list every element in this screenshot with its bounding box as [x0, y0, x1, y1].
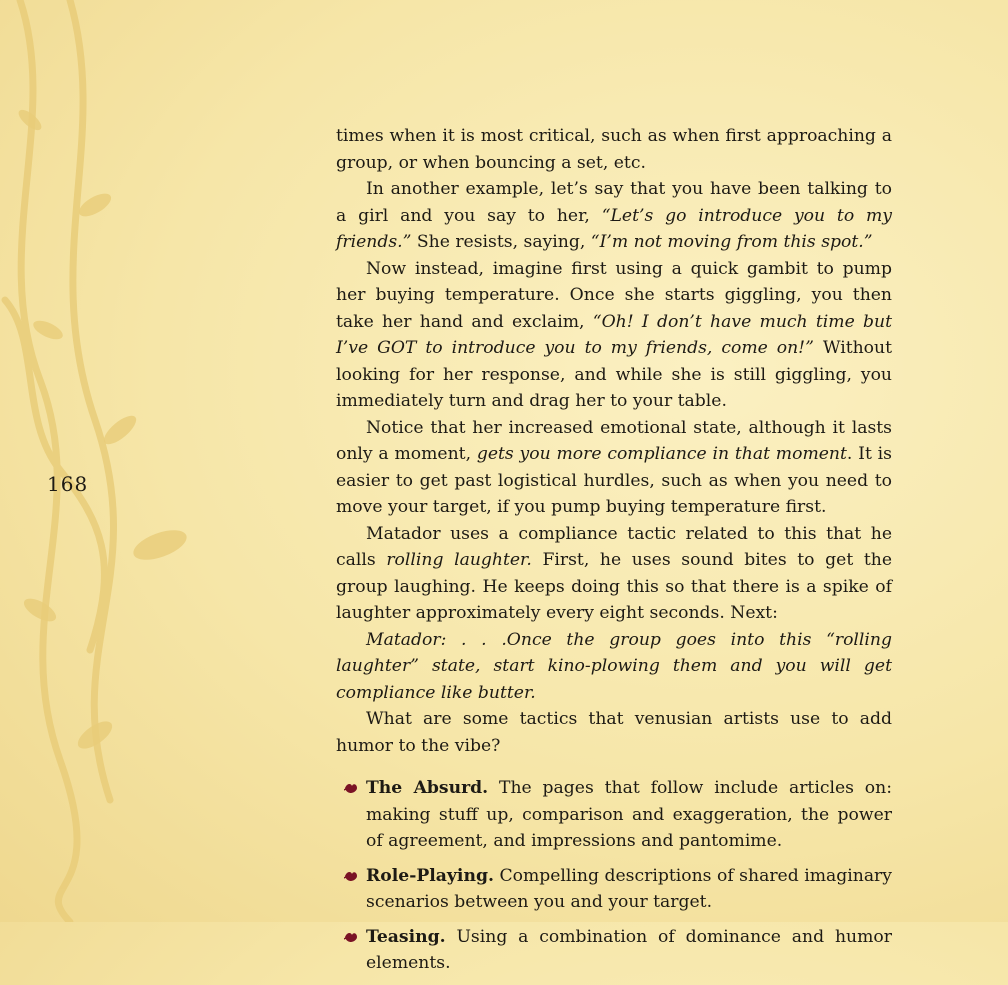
body-text	[336, 123, 892, 985]
text-run: times when it is most critical, such as when first approaching a group, or when bouncing a set, etc.	[336, 126, 892, 173]
text-run: Notice that her increased emotional state, although it lasts only a moment,	[336, 417, 892, 464]
paragraph	[336, 627, 892, 707]
decorative-vine-border	[0, 0, 230, 922]
page-number: 168	[47, 472, 89, 496]
text-run: What are some tactics that venusian artists use to add humor to the vibe?	[336, 709, 892, 756]
fleuron-bullet-icon	[344, 870, 358, 882]
italic-text: “Oh! I don’t have much time but I’ve GOT to introduce you to my friends, come on!”	[336, 311, 893, 358]
text-run: First, he uses sound bites to get the group laughing. He keeps doing this so that there is a spike of laughter approximately every eight seconds. Next:	[336, 550, 893, 623]
paragraph	[336, 415, 892, 521]
text-run: Matador uses a compliance tactic related to this that he calls	[336, 523, 892, 570]
bullet-title: The Absurd.	[366, 778, 489, 798]
italic-text: “I’m not moving from this spot.”	[590, 232, 873, 252]
text-run: Without looking for her response, and while she is still giggling, you immediately turn and drag her to your table.	[336, 338, 893, 411]
paragraph	[336, 706, 892, 759]
text-run: Now instead, imagine first using a quick gambit to pump her buying temperature. Once she starts giggling, you then take her hand and exclaim,	[336, 258, 892, 332]
fleuron-bullet-icon	[344, 931, 358, 943]
text-run: . It is easier to get past logistical hurdles, such as when you need to move your target, if you pump buying temperature first.	[336, 444, 892, 517]
bullet-text: Compelling descriptions of shared imaginary scenarios between you and your target.	[366, 865, 892, 912]
bullet-title: Teasing.	[366, 926, 446, 947]
text-run: She resists, saying,	[411, 232, 591, 252]
italic-text: gets you more compliance in that moment	[476, 444, 847, 464]
paragraphs	[336, 123, 892, 759]
fleuron-bullet-icon	[344, 782, 358, 794]
bullet-list	[342, 775, 892, 977]
paragraph	[336, 256, 892, 415]
paragraph	[336, 176, 892, 256]
bullet-item	[342, 775, 892, 855]
bullet-item	[342, 924, 892, 977]
paragraph	[336, 521, 892, 627]
bullet-item	[342, 863, 892, 916]
italic-text: rolling laughter.	[386, 550, 532, 570]
italic-text: “Let’s go introduce you to my friends.”	[336, 205, 892, 252]
text-run: In another example, let’s say that you have been talking to a girl and you say to her,	[336, 179, 892, 226]
bullet-text: Using a combination of dominance and humor elements.	[366, 926, 892, 973]
bullet-text: The pages that follow include articles on: making stuff up, comparison and exaggeration, the power of agreement, and impressions and pantomime.	[366, 778, 892, 851]
italic-text: Matador: . . .Once the group goes into this “rolling laughter” state, start kino-plowing them and you will get compliance like butter.	[336, 629, 892, 703]
paragraph	[336, 123, 892, 176]
bullet-title: Role-Playing.	[366, 865, 494, 886]
